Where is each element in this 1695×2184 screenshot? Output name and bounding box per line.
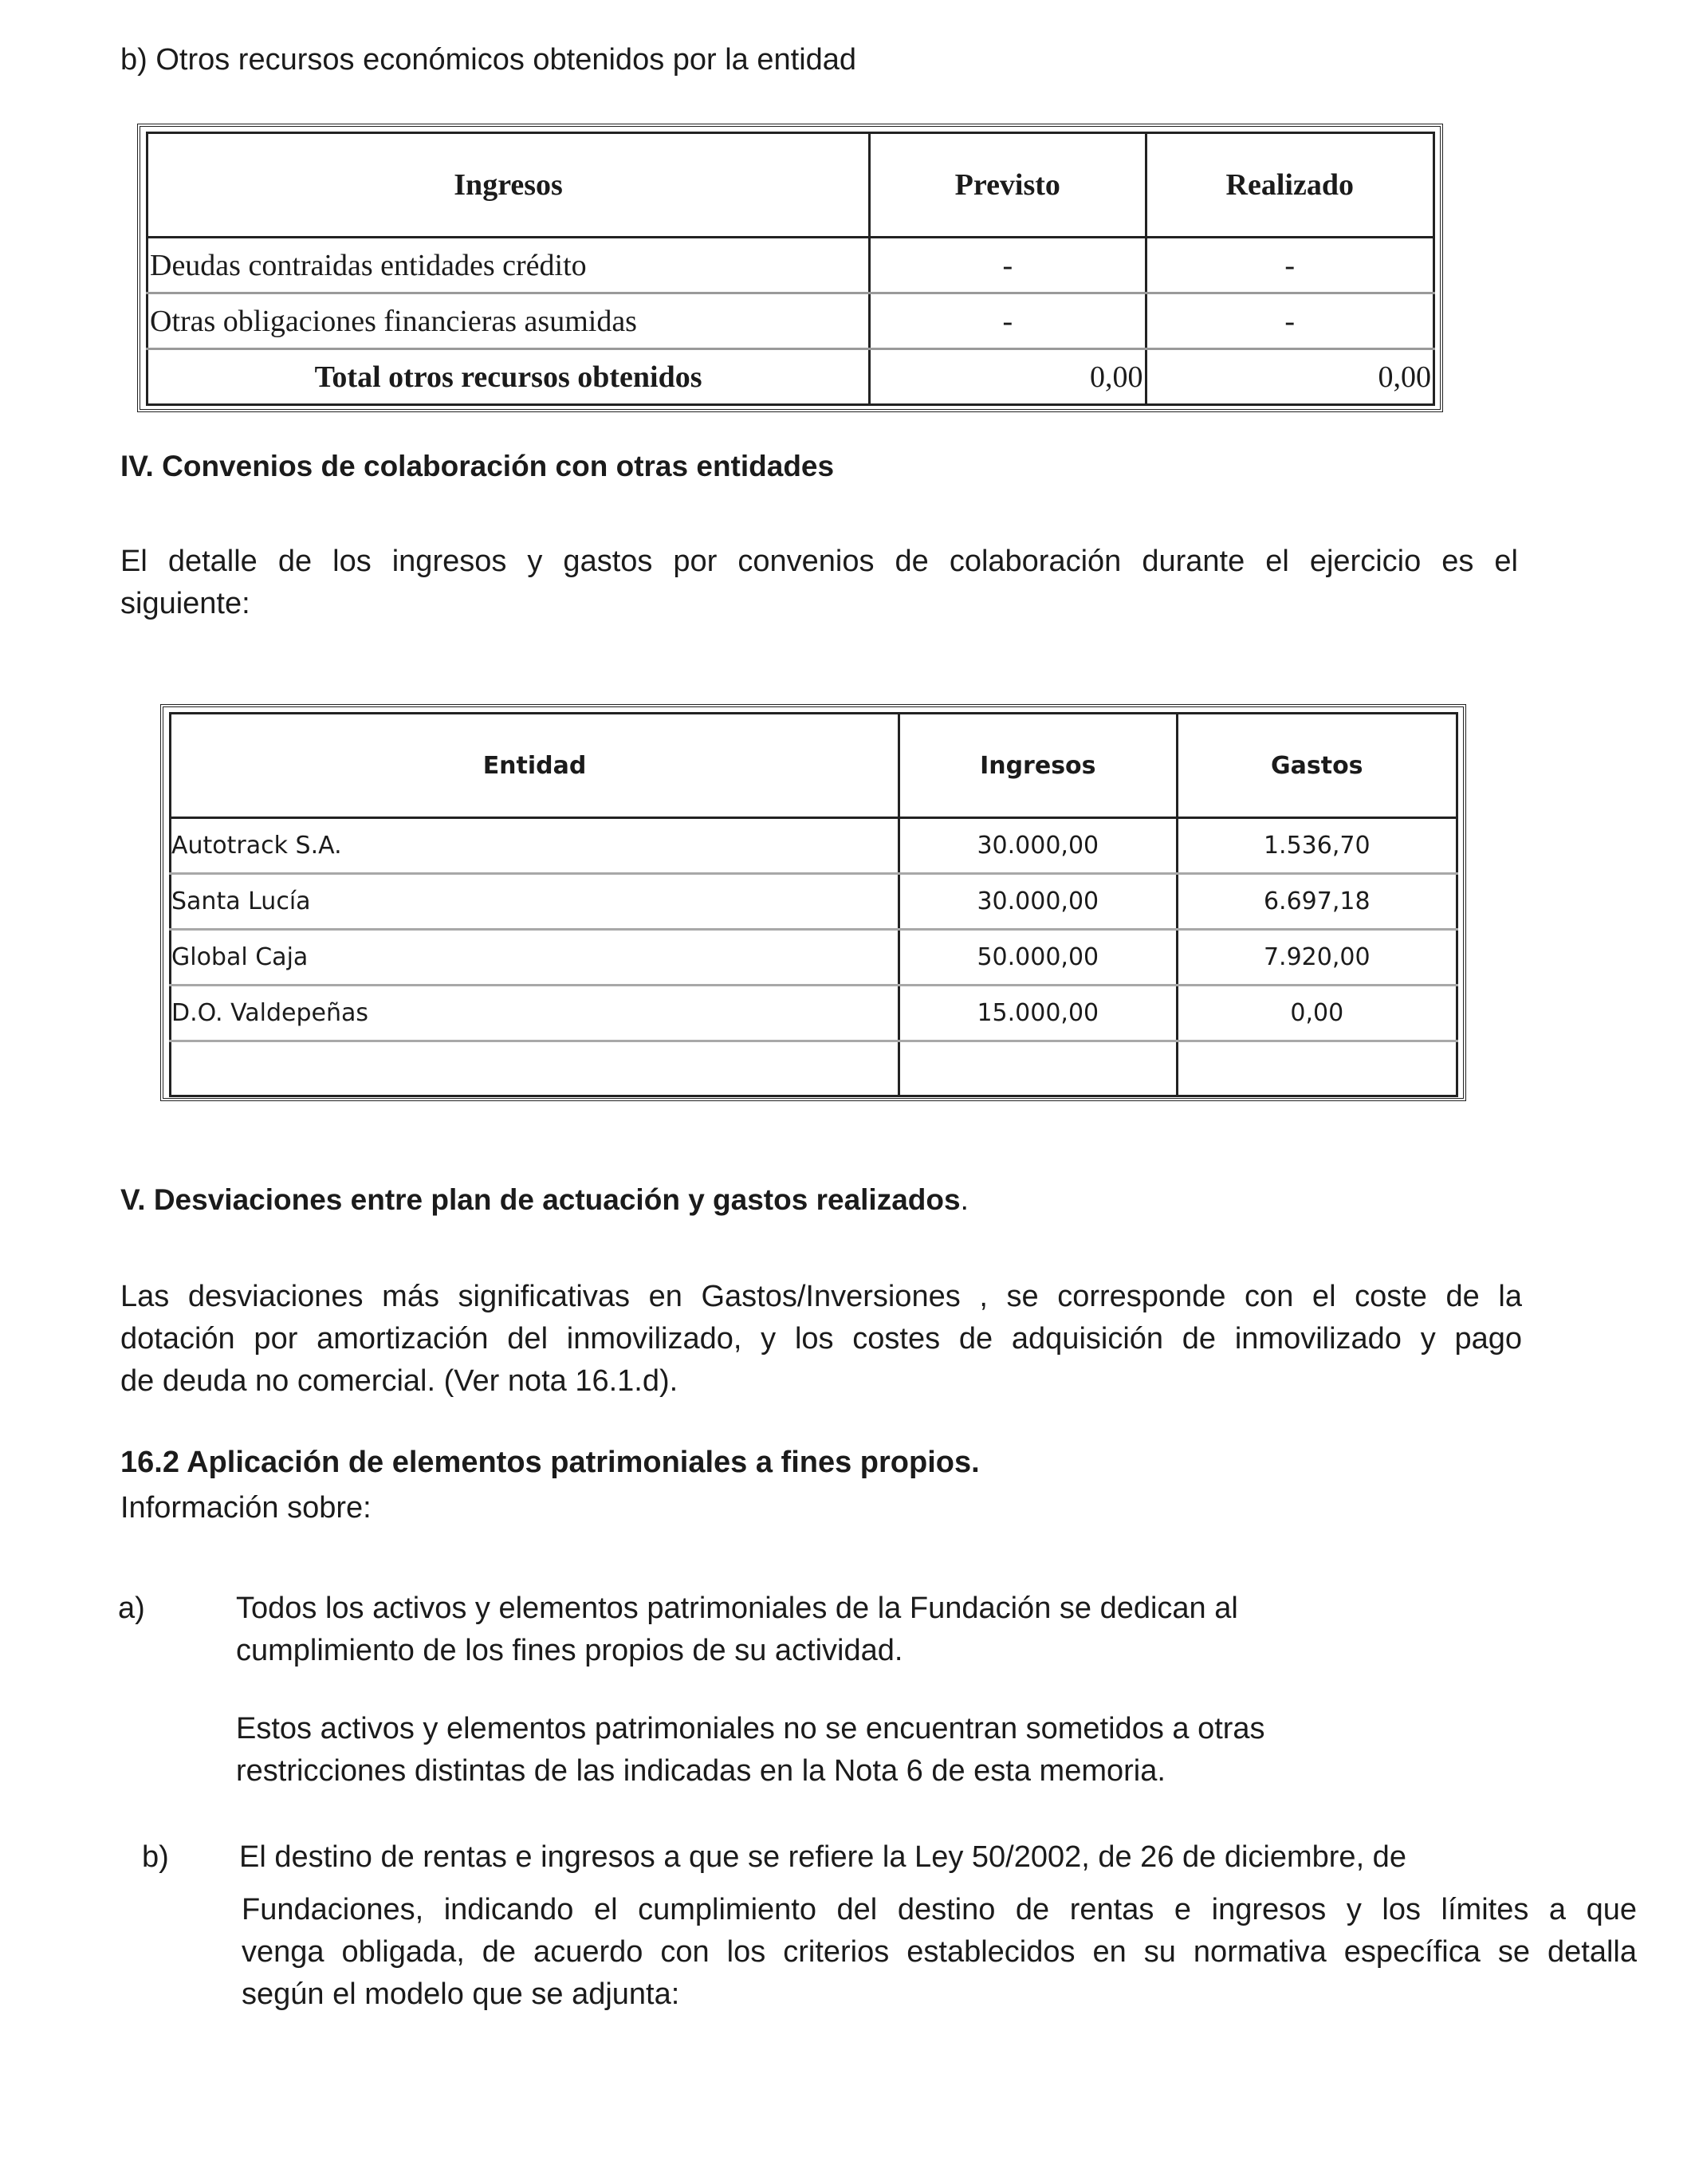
cell-ingresos: 30.000,00 [899,874,1177,930]
section-16-2-title: 16.2 Aplicación de elementos patrimoniales a fines propios. [120,1446,980,1479]
table-row [147,238,1434,293]
cell-gastos: 1.536,70 [1177,818,1457,874]
table-header-row [147,133,1434,238]
cell-entidad: Global Caja [171,930,899,986]
cell-entidad: D.O. Valdepeñas [171,986,899,1041]
section-v-title-period: . [960,1183,969,1216]
item-b-line4: según el modelo que se adjunta: [242,1977,680,2011]
cell-ingresos: 30.000,00 [899,818,1177,874]
cell-concept: Otras obligaciones financieras asumidas [147,293,870,349]
cell-ingresos: 15.000,00 [899,986,1177,1041]
item-b-line3: venga obligada, de acuerdo con los criterios establecidos en su normativa específica se detalla [242,1935,1637,1969]
table-header-row [171,714,1457,818]
item-b-line2: Fundaciones, indicando el cumplimiento del destino de rentas e ingresos y los límites a que [242,1893,1637,1926]
cell-previsto: - [870,238,1146,293]
item-b-marker: b) [142,1840,169,1874]
item-a-marker: a) [118,1592,145,1625]
section-v-title [120,1183,969,1217]
cell-previsto: - [870,293,1146,349]
table-row [171,874,1457,930]
section-b-title: b) Otros recursos económicos obtenidos por la entidad [120,43,857,77]
section-v-line3: de deuda no comercial. (Ver nota 16.1.d). [120,1364,678,1398]
col-header-ingresos: Ingresos [899,714,1177,818]
cell-ingresos [899,1041,1177,1096]
section-16-2-subtitle: Información sobre: [120,1491,372,1525]
cell-ingresos: 50.000,00 [899,930,1177,986]
col-header-realizado: Realizado [1146,133,1433,238]
item-a-p2-line1: Estos activos y elementos patrimoniales no se encuentran sometidos a otras [236,1712,1265,1745]
table-row [171,1041,1457,1096]
section-iv-title: IV. Convenios de colaboración con otras entidades [120,450,835,482]
col-header-ingresos: Ingresos [147,133,870,238]
cell-total-realizado: 0,00 [1146,349,1433,405]
cell-concept: Deudas contraidas entidades crédito [147,238,870,293]
item-a-p1-line1: Todos los activos y elementos patrimoniales de la Fundación se dedican al [236,1592,1238,1625]
cell-realizado: - [1146,293,1433,349]
table-row [171,818,1457,874]
agreements-table [169,712,1458,1097]
item-a-p2-line2: restricciones distintas de las indicadas en la Nota 6 de esta memoria. [236,1754,1166,1788]
table-row [171,986,1457,1041]
table-row [171,930,1457,986]
item-a-p1-line2: cumplimiento de los fines propios de su actividad. [236,1634,903,1667]
section-iv-intro-line1: El detalle de los ingresos y gastos por convenios de colaboración durante el ejercicio es el [120,545,1518,578]
section-v-title-text: V. Desviaciones entre plan de actuación y gastos realizados [120,1183,961,1216]
col-header-entidad: Entidad [171,714,899,818]
cell-realizado: - [1146,238,1433,293]
col-header-gastos: Gastos [1177,714,1457,818]
cell-gastos [1177,1041,1457,1096]
cell-gastos: 0,00 [1177,986,1457,1041]
item-b-line1: El destino de rentas e ingresos a que se refiere la Ley 50/2002, de 26 de diciembre, de [239,1840,1406,1874]
section-v-line1: Las desviaciones más significativas en Gastos/Inversiones , se corresponde con el coste de la [120,1280,1522,1313]
cell-total-previsto: 0,00 [870,349,1146,405]
other-resources-table [146,132,1435,406]
section-v-line2: dotación por amortización del inmovilizado, y los costes de adquisición de inmovilizado y pago [120,1322,1522,1356]
col-header-previsto: Previsto [870,133,1146,238]
cell-entidad [171,1041,899,1096]
table-total-row [147,349,1434,405]
cell-gastos: 7.920,00 [1177,930,1457,986]
section-iv-intro-line2: siguiente: [120,587,250,620]
cell-entidad: Autotrack S.A. [171,818,899,874]
cell-total-label: Total otros recursos obtenidos [147,349,870,405]
table-row [147,293,1434,349]
cell-gastos: 6.697,18 [1177,874,1457,930]
cell-entidad: Santa Lucía [171,874,899,930]
